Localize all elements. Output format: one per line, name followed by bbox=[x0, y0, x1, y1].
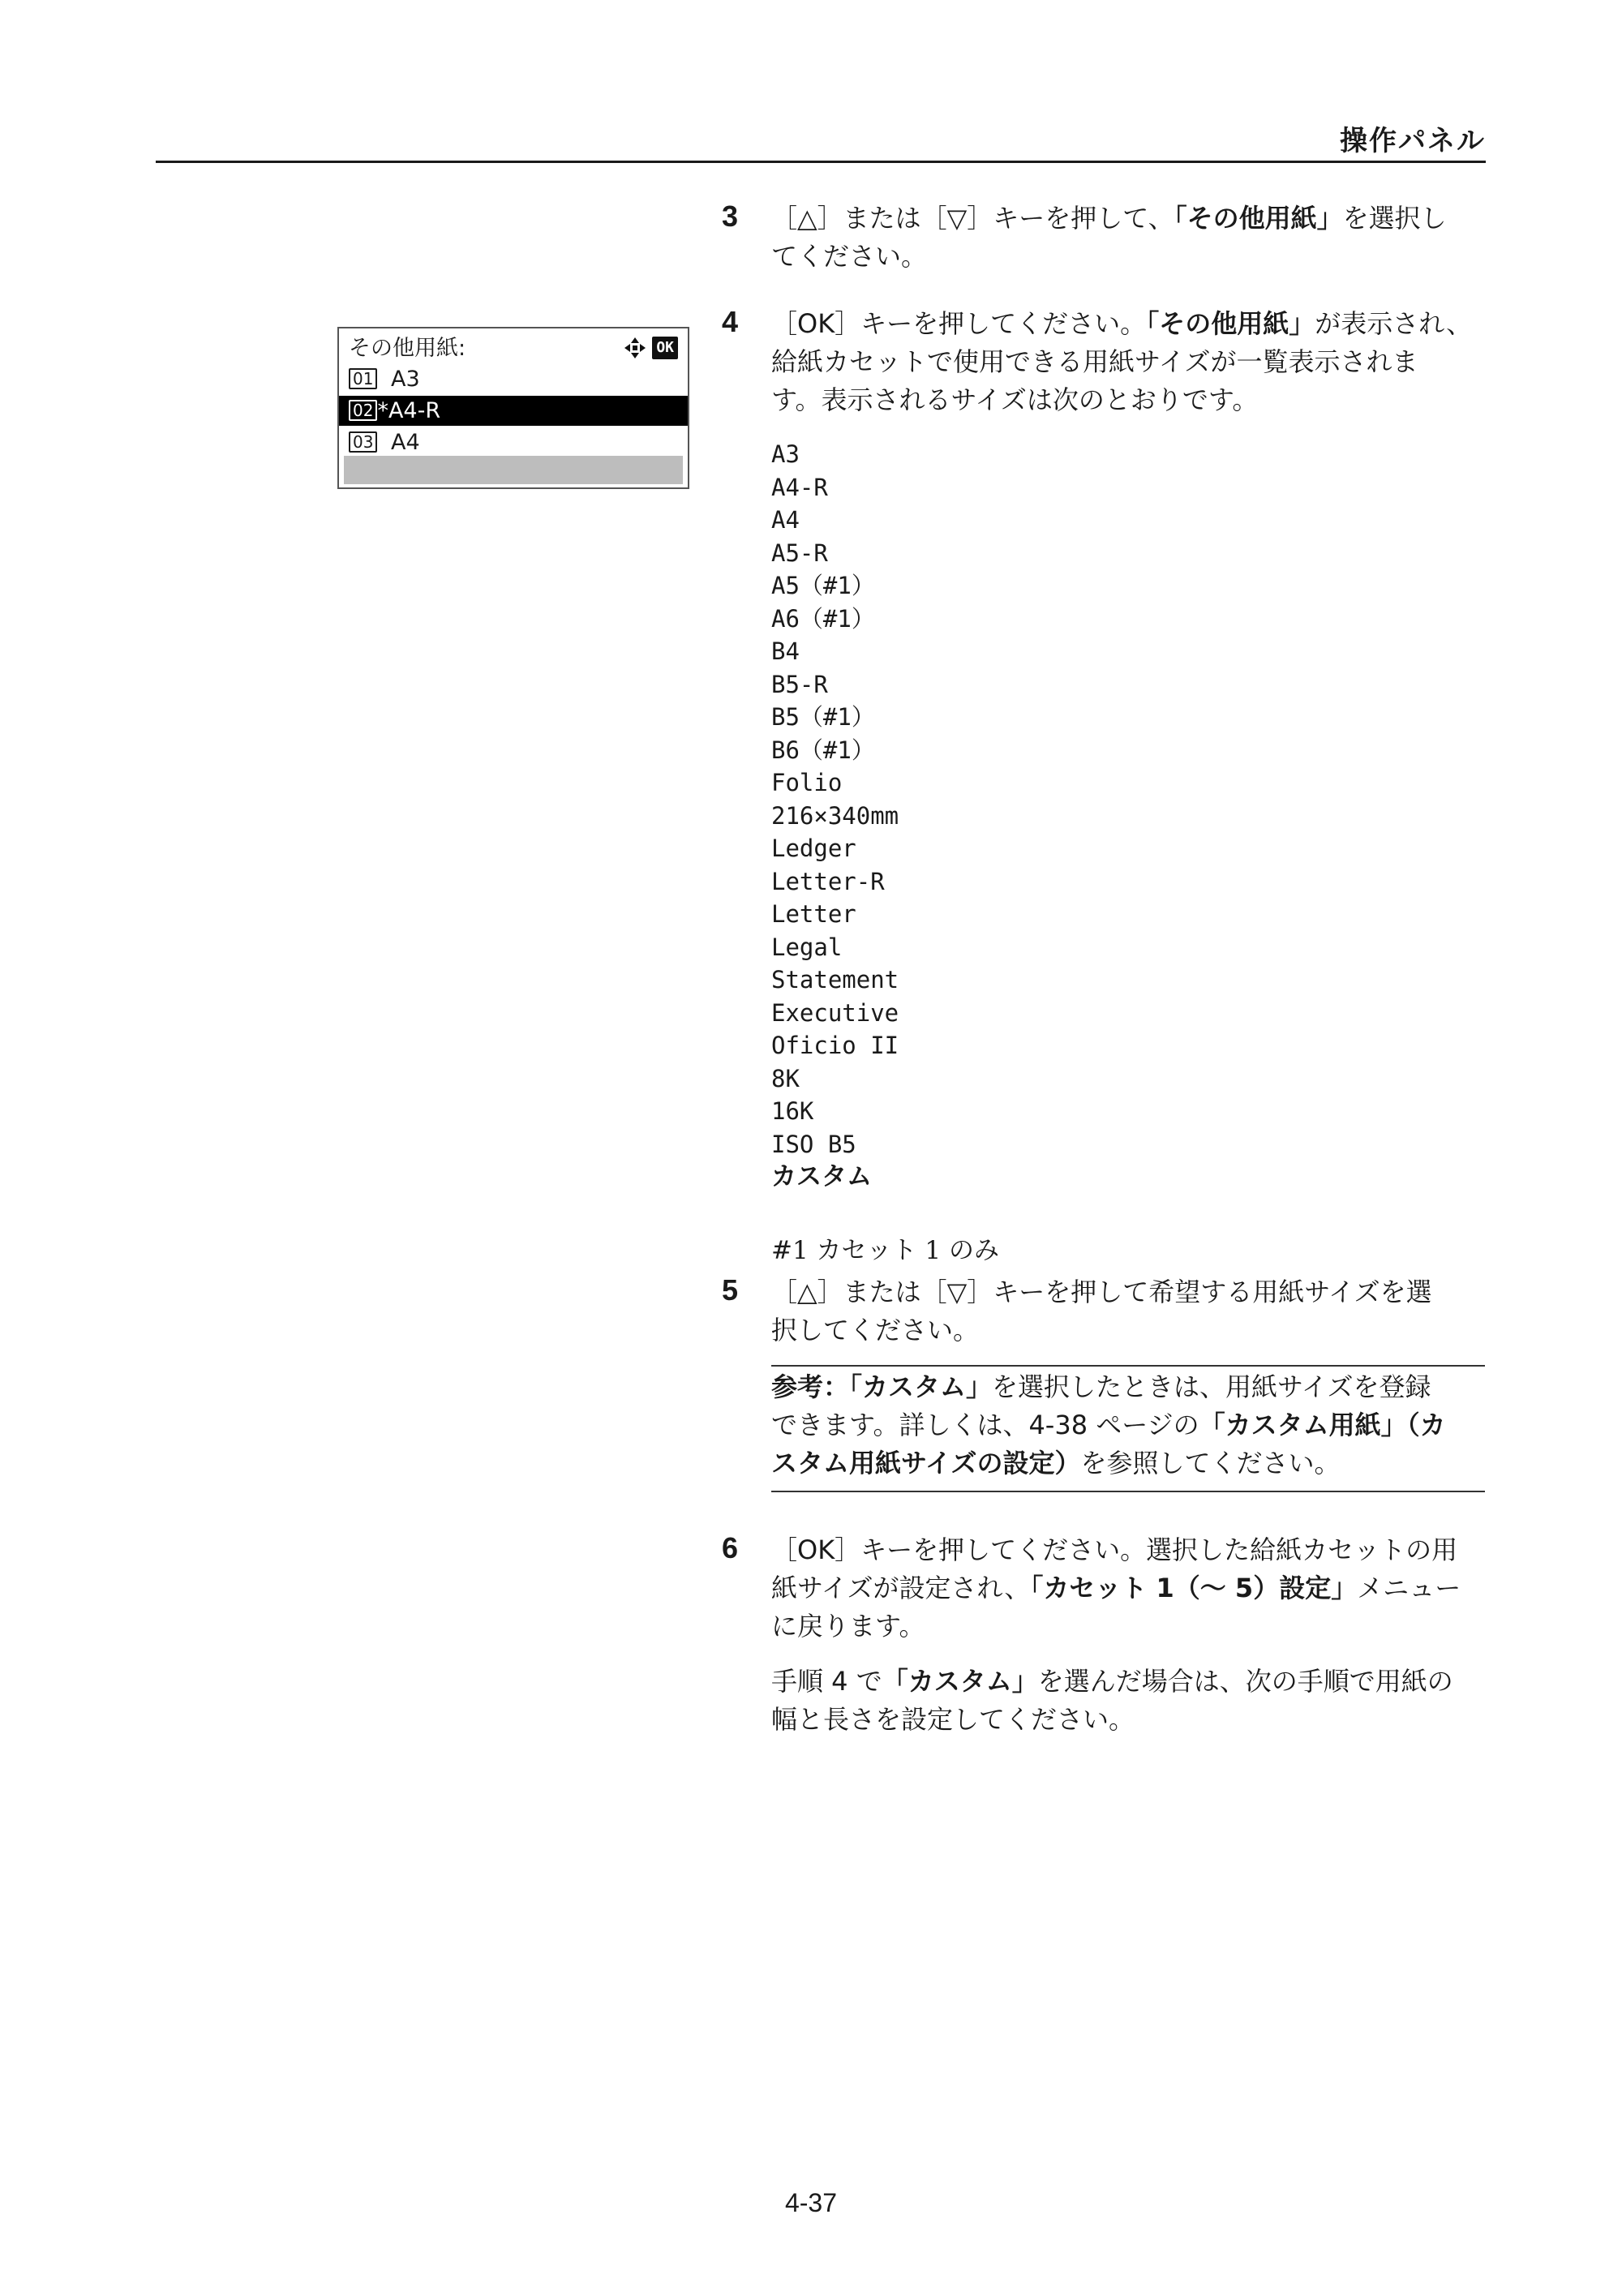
list-item: 16K bbox=[771, 1097, 814, 1125]
paper-size-list bbox=[771, 438, 899, 1194]
step-3-text bbox=[771, 200, 1485, 276]
text: を選んだ場合は、次の手順で用紙の bbox=[1037, 1666, 1453, 1697]
list-item: Letter-R bbox=[771, 867, 885, 895]
list-item: Statement bbox=[771, 966, 899, 994]
footnote: #1 カセット 1 のみ bbox=[771, 1236, 999, 1265]
list-item: Ledger bbox=[771, 835, 856, 862]
emphasis: 「カスタム」 bbox=[849, 1371, 993, 1402]
lcd-list-item-selected bbox=[339, 396, 688, 426]
list-item: B4 bbox=[771, 637, 800, 665]
emphasis: 「その他用紙」 bbox=[1146, 308, 1315, 339]
list-item: A4-R bbox=[771, 473, 828, 501]
emphasis: スタム用紙サイズの設定） bbox=[771, 1448, 1081, 1478]
text: ［OK］キーを押してください。選択した給紙カセットの用 bbox=[771, 1534, 1458, 1565]
list-item: Letter bbox=[771, 900, 856, 928]
text: ［△］または［▽］キーを押して、 bbox=[771, 203, 1174, 234]
step-number: 5 bbox=[722, 1273, 739, 1307]
list-item: A5（#1） bbox=[771, 572, 875, 599]
emphasis: 「カスタム用紙」（カ bbox=[1199, 1410, 1446, 1440]
lcd-list-item bbox=[339, 427, 688, 457]
step-number: 6 bbox=[722, 1531, 739, 1564]
list-item: 216×340mm bbox=[771, 801, 899, 830]
note-box bbox=[771, 1368, 1485, 1483]
page-number: 4-37 bbox=[784, 2188, 838, 2217]
list-item: B5-R bbox=[771, 670, 828, 698]
header-divider bbox=[156, 161, 1486, 163]
list-item: A6（#1） bbox=[771, 604, 875, 633]
item-label: A3 bbox=[384, 367, 420, 392]
navigation-arrows-icon bbox=[623, 336, 647, 360]
text: を選択したときは、用紙サイズを登録 bbox=[992, 1371, 1431, 1402]
item-number: 01 bbox=[349, 368, 377, 389]
lcd-icons bbox=[623, 336, 678, 360]
list-item: A3 bbox=[771, 440, 800, 468]
list-item: 8K bbox=[771, 1064, 800, 1092]
step-4-text bbox=[771, 305, 1485, 419]
text: に戻ります。 bbox=[771, 1611, 925, 1642]
step-number: 3 bbox=[722, 200, 739, 233]
emphasis: 「カセット 1（〜 5）設定」 bbox=[1030, 1573, 1358, 1603]
note-label: 参考： bbox=[771, 1371, 850, 1402]
lcd-screen bbox=[337, 327, 689, 489]
emphasis: 「その他用紙」 bbox=[1174, 203, 1343, 234]
list-item: A5-R bbox=[771, 539, 828, 567]
list-item: Oficio II bbox=[771, 1032, 899, 1059]
list-item: B6（#1） bbox=[771, 736, 875, 764]
item-label: A4 bbox=[384, 430, 420, 455]
text: 幅と長さを設定してください。 bbox=[771, 1704, 1135, 1735]
text: てください。 bbox=[771, 241, 928, 272]
text: 給紙カセットで使用できる用紙サイズが一覧表示されま bbox=[771, 346, 1418, 377]
text: ［△］または［▽］キーを押して希望する用紙サイズを選 bbox=[771, 1277, 1432, 1307]
item-number: 02 bbox=[349, 400, 377, 421]
text: メニュー bbox=[1357, 1573, 1461, 1603]
lcd-title: その他用紙: bbox=[349, 336, 466, 361]
lcd-list-item bbox=[339, 364, 688, 394]
text: が表示され、 bbox=[1315, 308, 1473, 339]
note-top-rule bbox=[771, 1365, 1485, 1367]
lcd-empty-row bbox=[344, 456, 683, 484]
text: ［OK］キーを押してください。 bbox=[771, 308, 1147, 339]
list-item: B5（#1） bbox=[771, 703, 875, 731]
step-number: 4 bbox=[722, 305, 739, 338]
page-header-title: 操作パネル bbox=[1340, 125, 1486, 157]
text: 択してください。 bbox=[771, 1315, 980, 1345]
custom-size-paragraph bbox=[771, 1663, 1485, 1739]
item-number: 03 bbox=[349, 431, 377, 453]
emphasis: 「カスタム」 bbox=[882, 1666, 1038, 1697]
list-item: Executive bbox=[771, 998, 899, 1027]
text: す。表示されるサイズは次のとおりです。 bbox=[771, 384, 1259, 415]
list-item: ISO B5 bbox=[771, 1130, 856, 1158]
note-bottom-rule bbox=[771, 1491, 1485, 1492]
text: を選択し bbox=[1342, 203, 1447, 234]
text: 手順 4 で bbox=[771, 1666, 882, 1697]
step-6-text bbox=[771, 1531, 1485, 1646]
list-item: Folio bbox=[771, 769, 843, 796]
text: 紙サイズが設定され、 bbox=[771, 1573, 1031, 1603]
list-item: Legal bbox=[771, 933, 843, 961]
text: できます。詳しくは、4-38 ページの bbox=[771, 1410, 1199, 1440]
text: を参照してください。 bbox=[1080, 1448, 1341, 1478]
step-5-text bbox=[771, 1273, 1485, 1350]
item-label: *A4-R bbox=[377, 398, 441, 423]
ok-key-icon: OK bbox=[652, 337, 678, 359]
list-item: A4 bbox=[771, 506, 800, 534]
list-item: カスタム bbox=[771, 1162, 872, 1191]
